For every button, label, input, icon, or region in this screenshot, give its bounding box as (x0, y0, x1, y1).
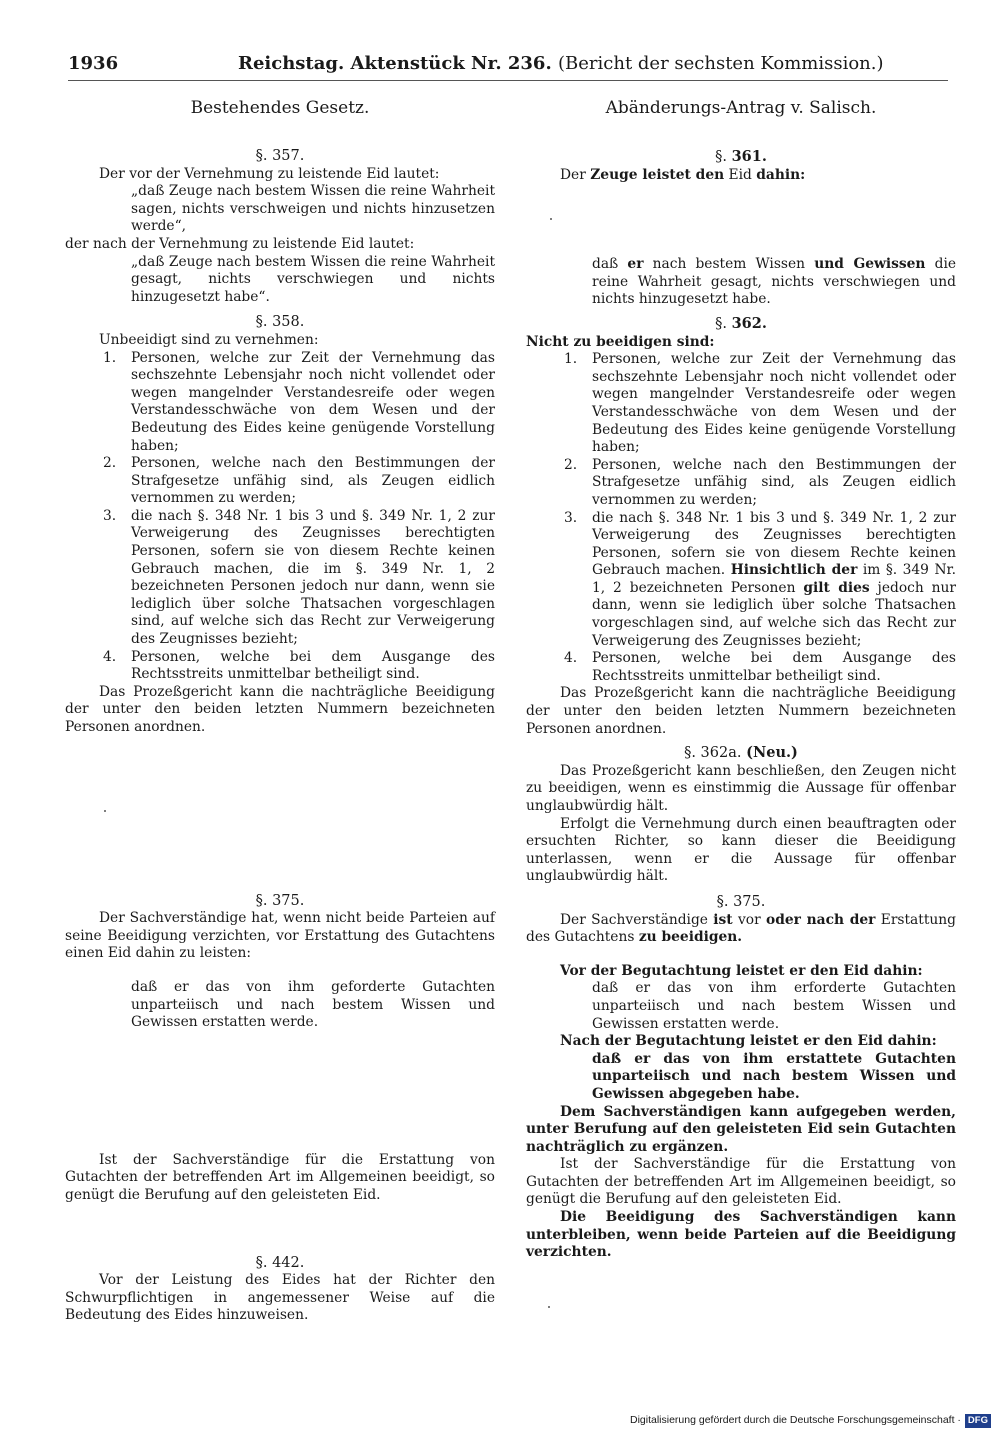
list-item-text: im §. 349 Nr. 1, 2 bezeichneten Personen (592, 562, 956, 596)
section-361-oath (526, 256, 956, 309)
section-357-intro-before: Der vor der Vernehmung zu leistende Eid lautet: (99, 165, 440, 182)
list-item (65, 350, 495, 456)
list-item-text: die nach §. 348 Nr. 1 bis 3 und §. 349 Nr. 1, 2 zur Verweigerung des Zeugnisses berechtigten Personen, sofern sie von diesem Rechte keinen Gebrauch machen. (592, 509, 956, 579)
document-title-main: Reichstag. Aktenstück Nr. 236. (238, 53, 552, 74)
section-358-intro: Unbeeidigt sind zu vernehmen: (99, 331, 319, 348)
right-column (526, 100, 956, 1262)
list-item (526, 351, 956, 457)
list-item-text: Personen, welche zur Zeit der Vernehmung das sechszehnte Lebensjahr noch nicht vollendet oder wegen mangelnder Verstandesreife oder wegen Verstandesschwäche von dem Wesen und der Bedeutung des Eides keine genügende Vorstellung haben; (592, 351, 956, 456)
list-item-text-bold: gilt dies (803, 579, 870, 596)
list-item (526, 457, 956, 510)
list-item-text: die nach §. 348 Nr. 1 bis 3 und §. 349 Nr. 1, 2 zur Verweigerung des Zeugnisses berechtigten Personen, sofern sie von diesem Rechte keinen Gebrauch machen, die im §. 349 Nr. 1, 2 bezeichneten Personen jedoch nur dann, wenn sie lediglich über solche Thatsachen vorgeschlagen sind, auf welche sich das Recht zur Verweigerung des Zeugnisses bezieht; (131, 507, 495, 648)
list-item (526, 650, 956, 685)
text-run-bold: und Gewissen (814, 256, 926, 273)
list-item (65, 455, 495, 508)
dfg-logo: DFG (965, 1414, 991, 1428)
text-run: vor (737, 911, 761, 928)
text-run: Der Sachverständige (560, 911, 708, 928)
list-item-text: jedoch nur dann, wenn sie lediglich über solche Thatsachen vorgeschlagen sind, auf welche sich das Recht zur Verweigerung des Zeugnisses bezieht; (592, 579, 957, 649)
section-375-before-oath: daß er das von ihm erforderte Gutachten unparteiisch und nach bestem Wissen und Gewissen erstatten werde. (592, 980, 956, 1032)
section-362a-p1: Das Prozeßgericht kann beschließen, den Zeugen nicht zu beeidigen, wenn es einstimmig die Aussage für offenbar unglaubwürdig hält. (526, 762, 956, 814)
section-375-new-text (526, 912, 956, 947)
section-362-number: 362. (731, 314, 767, 332)
section-375-new-heading: §. 375. (716, 893, 766, 910)
print-speck (104, 810, 106, 812)
digitization-credit (630, 1412, 990, 1428)
list-item-text: Personen, welche nach den Bestimmungen der Strafgesetze unfähig sind, als Zeugen eidlich vernommen zu werden; (592, 456, 956, 508)
section-361-intro (526, 167, 956, 185)
section-375-after-oath: daß er das von ihm erstattete Gutachten unparteiisch und nach bestem Wissen und Gewissen abgegeben habe. (592, 1050, 956, 1102)
section-362-intro: Nicht zu beeidigen sind: (526, 333, 715, 350)
footer-text: Digitalisierung gefördert durch die Deutsche Forschungsgemeinschaft · (630, 1414, 961, 1426)
section-375-before-oath-intro: Vor der Begutachtung leistet er den Eid dahin: (560, 962, 923, 979)
header-rule (68, 80, 948, 81)
list-item-number: 3. (564, 509, 578, 526)
section-357-oath-after: „daß Zeuge nach bestem Wissen die reine Wahrheit gesagt, nichts verschwiegen und nichts hinzugesetzt habe“. (131, 253, 495, 305)
section-362a-number: §. 362a. (684, 745, 742, 762)
text-run: Eid (728, 166, 752, 183)
section-362a-heading (526, 744, 956, 763)
section-362-list (526, 351, 956, 685)
list-item (65, 649, 495, 684)
list-item (526, 510, 956, 651)
section-375-text: Der Sachverständige hat, wenn nicht beide Parteien auf seine Beeidigung verzichten, vor Erstattung des Gutachtens einen Eid dahin zu leisten: (65, 910, 495, 962)
list-item-text: Personen, welche nach den Bestimmungen der Strafgesetze unfähig sind, als Zeugen eidlich vernommen zu werden; (131, 455, 495, 507)
section-357-heading: §. 357. (255, 148, 305, 164)
section-358-heading: §. 358. (255, 314, 305, 331)
list-item-number: 1. (564, 351, 578, 368)
list-item (65, 508, 495, 649)
section-442-text: Vor der Leistung des Eides hat der Richter den Schwurpflichtigen in angemessener Weise auf die Bedeutung des Eides hinzuweisen. (65, 1272, 495, 1324)
section-361-prefix: §. (715, 149, 727, 165)
section-357-intro-after: der nach der Vernehmung zu leistende Eid lautet: (65, 235, 415, 252)
section-375-oath: daß er das von ihm geforderte Gutachten unparteiisch und nach bestem Wissen und Gewissen erstatten werde. (131, 978, 495, 1031)
list-item-text: Personen, welche bei dem Ausgange des Rechtsstreits unmittelbar betheiligt sind. (131, 648, 495, 683)
section-375-heading: §. 375. (255, 892, 305, 909)
text-run-bold: ist (713, 911, 733, 928)
list-item-text: Personen, welche bei dem Ausgange des Rechtsstreits unmittelbar betheiligt sind. (592, 650, 956, 684)
section-375-waiver: Die Beeidigung des Sachverständigen kann unterbleiben, wenn beide Parteien auf die Beeidigung verzichten. (526, 1209, 956, 1261)
right-column-heading: Abänderungs-Antrag v. Salisch. (605, 98, 877, 118)
page-number: 1936 (68, 53, 119, 74)
section-375-general: Ist der Sachverständige für die Erstattung von Gutachten der betreffenden Art im Allgemeinen beeidigt, so genügt die Berufung auf den geleisteten Eid. (65, 1151, 495, 1203)
section-358-closing: Das Prozeßgericht kann die nachträgliche Beeidigung der unter den beiden letzten Nummern bezeichneten Personen anordnen. (65, 683, 495, 735)
document-title (238, 50, 884, 78)
text-run-bold: dahin: (756, 166, 806, 183)
print-speck (550, 218, 552, 220)
list-item-text: Personen, welche zur Zeit der Vernehmung das sechszehnte Lebensjahr noch nicht vollendet oder wegen mangelnder Verstandesreife oder wegen Verstandesschwäche von dem Wesen und der Bedeutung des Eides keine genügende Vorstellung haben; (131, 349, 495, 454)
section-358-list (65, 350, 495, 684)
section-375-supplement: Dem Sachverständigen kann aufgegeben werden, unter Berufung auf den geleisteten Eid sein Gutachten nachträglich zu ergänzen. (526, 1103, 956, 1155)
text-run-bold: oder nach der (766, 911, 876, 928)
text-run: die reine Wahrheit gesagt, nichts verschwiegen und nichts hinzugesetzt habe. (592, 256, 957, 308)
section-362-heading (526, 315, 956, 334)
text-run: nach bestem Wissen (652, 256, 806, 273)
list-item-number: 2. (564, 456, 578, 473)
list-item-text-bold: Hinsichtlich der (730, 562, 858, 579)
list-item-number: 4. (564, 650, 578, 667)
section-375-general-oath: Ist der Sachverständige für die Erstattung von Gutachten der betreffenden Art im Allgemeinen beeidigt, so genügt die Berufung auf den geleisteten Eid. (526, 1156, 956, 1208)
section-361-number: 361. (731, 148, 767, 165)
text-run-bold: Zeuge leistet den (590, 166, 725, 183)
section-362a-new-tag: (Neu.) (746, 744, 798, 762)
left-column-heading: Bestehendes Gesetz. (190, 98, 370, 118)
document-subtitle: (Bericht der sechsten Kommission.) (558, 53, 884, 74)
left-column (65, 100, 495, 1325)
section-362-closing: Das Prozeßgericht kann die nachträgliche Beeidigung der unter den beiden letzten Nummern bezeichneten Personen anordnen. (526, 685, 956, 737)
text-run: Erstattung des Gutachtens (526, 911, 956, 946)
text-run: daß (592, 256, 619, 273)
section-361-heading (526, 148, 956, 167)
text-run-bold: zu beeidigen. (638, 929, 743, 946)
list-item-number: 2. (103, 455, 117, 472)
text-run-bold: er (627, 256, 644, 273)
print-speck (548, 1306, 550, 1308)
list-item-number: 4. (103, 648, 117, 665)
section-357-oath-before: „daß Zeuge nach bestem Wissen die reine Wahrheit sagen, nichts verschweigen und nichts hinzusetzen werde“, (131, 183, 495, 235)
list-item-number: 3. (103, 507, 117, 524)
list-item-number: 1. (103, 349, 117, 366)
running-header (68, 50, 948, 78)
section-442-heading: §. 442. (255, 1254, 305, 1271)
section-375-after-oath-intro: Nach der Begutachtung leistet er den Eid dahin: (560, 1033, 937, 1050)
section-362-prefix: §. (715, 315, 727, 332)
text-run: Der (560, 166, 586, 183)
section-362a-p2: Erfolgt die Vernehmung durch einen beauftragten oder ersuchten Richter, so kann dieser die Beeidigung unterlassen, wenn er die Aussage für offenbar unglaubwürdig hält. (526, 815, 956, 885)
